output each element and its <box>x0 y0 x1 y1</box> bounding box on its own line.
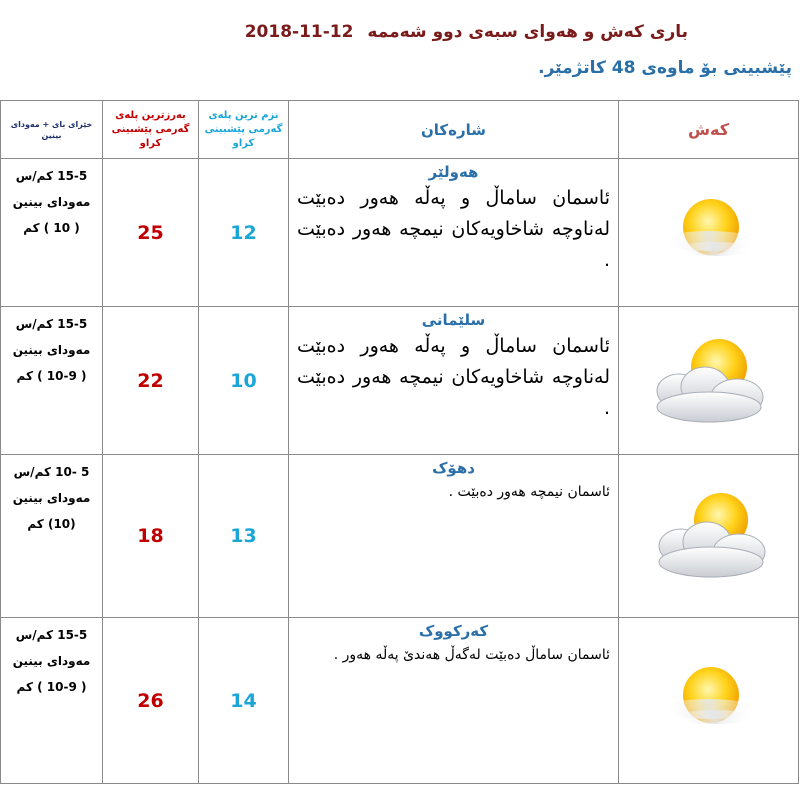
wind-line: مەودای بینین <box>12 195 91 209</box>
city-cell <box>289 618 619 784</box>
wind-line: (10) کم <box>27 517 76 531</box>
wind-line: ( 10 ) کم <box>23 221 80 235</box>
wind-visibility-cell <box>1 618 103 784</box>
weather-icon-cell <box>619 307 799 455</box>
page-subtitle: پێشبینی بۆ ماوەی 48 کاتژمێر. <box>538 58 792 78</box>
wind-line: 15-5 کم/س <box>15 628 88 642</box>
max-temp-cell: 22 <box>103 307 199 455</box>
city-cell <box>289 159 619 307</box>
min-temp-cell: 10 <box>199 307 289 455</box>
max-temp-cell: 18 <box>103 455 199 618</box>
table-row <box>1 307 799 455</box>
city-name: دهۆک <box>432 459 475 477</box>
max-temp-cell: 26 <box>103 618 199 784</box>
header-cities: شارەکان <box>289 101 619 159</box>
city-name: سلێمانی <box>421 311 486 329</box>
sun-haze-icon <box>659 659 759 739</box>
header-max-temp: بەرزترین پلەی گەرمی پێشبینی کراو <box>103 101 199 159</box>
wind-visibility-cell <box>1 455 103 618</box>
min-temp-cell: 14 <box>199 618 289 784</box>
wind-line: مەودای بینین <box>12 654 91 668</box>
wind-line: مەودای بینین <box>12 343 91 357</box>
city-cell <box>289 455 619 618</box>
min-temp-cell: 12 <box>199 159 289 307</box>
table-row <box>1 455 799 618</box>
max-temp-cell: 25 <box>103 159 199 307</box>
wind-line: 5 -10 کم/س <box>13 465 90 479</box>
forecast-table <box>0 100 799 784</box>
header-wind: خێرای بای + مەودای بینین <box>1 101 103 159</box>
table-row <box>1 618 799 784</box>
wind-line: مەودای بینین <box>12 491 91 505</box>
header-weather: کەش <box>619 101 799 159</box>
weather-icon-cell <box>619 455 799 618</box>
wind-line: 15-5 کم/س <box>15 317 88 331</box>
sun-behind-cloud-icon <box>639 484 779 584</box>
wind-visibility-cell <box>1 159 103 307</box>
weather-icon-cell <box>619 159 799 307</box>
wind-line: 15-5 کم/س <box>15 169 88 183</box>
city-name: کەرکووک <box>418 622 489 640</box>
wind-visibility-cell <box>1 307 103 455</box>
table-row <box>1 159 799 307</box>
wind-line: ( 10-9 ) کم <box>16 680 87 694</box>
sun-haze-icon <box>659 191 759 271</box>
city-cell <box>289 307 619 455</box>
forecast-description: ئاسمان نیمچە هەور دەبێت . <box>448 484 610 500</box>
wind-line: ( 10-9 ) کم <box>16 369 87 383</box>
min-temp-cell: 13 <box>199 455 289 618</box>
forecast-description: ئاسمان ساماڵ و پەڵە هەور دەبێت لەناوچە شاخاویەکان نیمچە هەور دەبێت . <box>297 187 610 271</box>
title-row <box>0 12 800 52</box>
forecast-description: ئاسمان ساماڵ و پەڵە هەور دەبێت لەناوچە شاخاویەکان نیمچە هەور دەبێت . <box>297 335 610 419</box>
page-title <box>245 22 688 42</box>
city-name: هەولێر <box>428 163 479 181</box>
header-min-temp: نزم ترین پلەی گەرمی پێشبینی کراو <box>199 101 289 159</box>
weather-icon-cell <box>619 618 799 784</box>
title-date: 2018-11-12 <box>244 22 354 42</box>
title-text: باری کەش و هەوای سبەی دوو شەممە <box>367 22 688 42</box>
forecast-description: ئاسمان ساماڵ دەبێت لەگەڵ هەندێ پەڵە هەور . <box>333 647 610 663</box>
sun-behind-cloud-icon <box>639 329 779 429</box>
table-header-row <box>1 101 799 159</box>
